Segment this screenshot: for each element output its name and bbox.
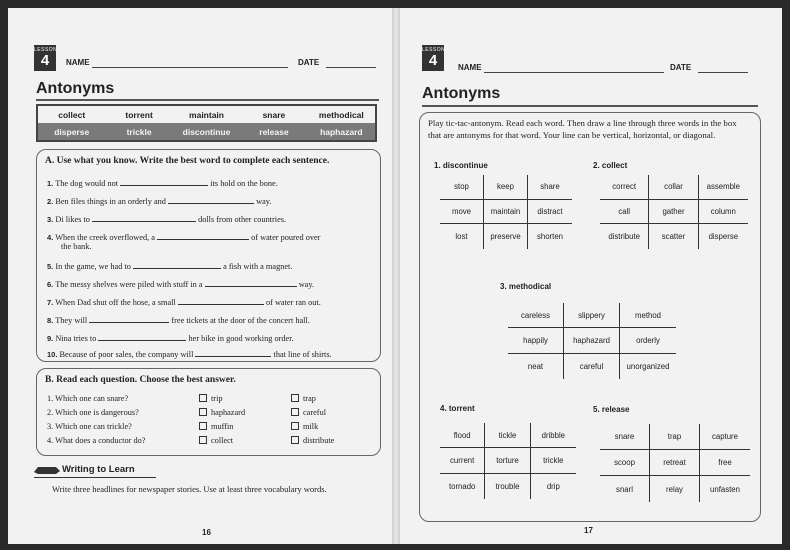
grid-cell[interactable]: current [440,448,485,473]
grid-cell[interactable]: distribute [600,224,649,249]
name-label: NAME [66,58,90,67]
checkbox[interactable] [199,436,207,444]
grid-cell[interactable]: unfasten [710,484,740,494]
grid-cell[interactable]: preserve [484,224,528,249]
answer-blank[interactable] [89,314,169,323]
choice[interactable]: distribute [291,436,334,445]
sentence-1: 1. The dog would not its hold on the bone. [47,179,278,188]
left-page [8,8,392,544]
writing-heading: Writing to Learn [62,464,135,475]
lesson-label: LESSON [422,47,446,53]
grid-cell[interactable]: slippery [564,303,620,328]
grid-cell[interactable]: maintain [484,200,528,225]
word: discontinue [182,126,231,137]
sentence-10: 10. Because of poor sales, the company will that line of shirts. [47,350,332,359]
workbook-spread [8,8,782,544]
grid-cell[interactable]: flood [440,423,485,448]
choice[interactable]: trap [291,394,316,403]
grid-cell[interactable]: free [700,450,750,476]
answer-blank[interactable] [195,348,271,357]
grid-cell[interactable]: move [440,200,484,225]
grid-cell[interactable]: tickle [485,423,530,448]
question-4: 4. What does a conductor do? [47,436,146,445]
checkbox[interactable] [291,394,299,402]
grid-cell[interactable]: lost [440,224,484,249]
word: haphazard [320,126,363,137]
sentence-9: 9. Nina tries to her bike in good working order. [47,334,294,343]
lesson-badge [422,45,444,71]
word-box [36,104,377,142]
grid-cell[interactable]: share [528,175,572,200]
lesson-number: 4 [428,52,438,69]
answer-blank[interactable] [205,278,297,287]
lesson-label: LESSON [34,47,58,53]
sentence-5: 5. In the game, we had to a fish with a magnet. [47,262,293,271]
sentence-3: 3. Di likes to dolls from other countries. [47,215,287,224]
word: snare [262,109,286,120]
grid-cell[interactable]: trap [650,424,700,450]
writing-rule [34,477,156,478]
grid-cell[interactable]: dribble [531,423,576,448]
grid-cell[interactable]: snare [600,424,650,450]
page-title: Antonyms [36,80,115,97]
grid-cell[interactable]: orderly [620,328,676,353]
question-2: 2. Which one is dangerous? [47,408,139,417]
page-title: Antonyms [422,85,501,102]
grid-cell[interactable]: gather [649,200,698,225]
grid-cell[interactable]: capture [700,424,750,450]
word: collect [58,109,86,120]
answer-blank[interactable] [168,195,254,204]
checkbox[interactable] [199,408,207,416]
grid-cell[interactable]: stop [440,175,484,200]
book-gutter [392,8,400,544]
grid-4-label: 4. torrent [440,404,475,413]
pencil-icon [34,463,60,475]
word: disperse [54,126,90,137]
choice[interactable]: trip [199,394,223,403]
instructions: Play tic-tac-antonym. Read each word. Then draw a line through three words in the box that are antonyms for that word. Your line can be vertical, horizontal, or diagonal. [428,118,737,140]
date-label: DATE [298,58,320,67]
grid-cell[interactable]: haphazard [564,328,620,353]
name-label: NAME [458,63,482,72]
title-rule [422,105,758,107]
date-field[interactable] [698,72,748,73]
grid-cell[interactable]: scoop [600,450,650,476]
grid-cell[interactable]: retreat [650,450,700,476]
grid-cell[interactable]: keep [484,175,528,200]
choice[interactable]: milk [291,422,318,431]
sentence-8: 8. They will free tickets at the door of the concert hall. [47,316,310,325]
tic-tac-grid-1[interactable] [440,175,572,249]
word-row-2 [38,123,375,140]
grid-cell[interactable]: careless [508,303,564,328]
answer-blank[interactable] [92,213,196,222]
tic-tac-grid-2[interactable] [600,175,748,249]
choice[interactable]: muffin [199,422,233,431]
grid-cell[interactable]: distract [528,200,572,225]
checkbox[interactable] [199,394,207,402]
grid-cell[interactable]: relay [650,476,700,502]
answer-blank[interactable] [120,177,208,186]
grid-5-label: 5. release [593,405,630,414]
grid-3-label: 3. methodical [500,282,552,291]
answer-blank[interactable] [157,231,249,240]
grid-cell[interactable]: unorganized [626,361,670,371]
question-1: 1. Which one can snare? [47,394,129,403]
writing-text: Write three headlines for newspaper stories. Use at least three vocabulary words. [52,484,327,494]
answer-blank[interactable] [98,332,186,341]
tic-tac-grid-3[interactable] [508,303,676,379]
grid-cell[interactable]: call [600,200,649,225]
checkbox[interactable] [199,422,207,430]
grid-cell[interactable]: scatter [649,224,698,249]
name-field[interactable] [92,67,288,68]
tic-tac-grid-5[interactable] [600,424,750,502]
date-field[interactable] [326,67,376,68]
grid-cell[interactable]: snarl [600,476,650,502]
grid-2-label: 2. collect [593,161,628,170]
checkbox[interactable] [291,408,299,416]
grid-cell[interactable]: trickle [531,448,576,473]
grid-1-label: 1. discontinue [434,161,488,170]
lesson-number: 4 [40,52,50,69]
grid-cell[interactable]: torture [485,448,530,473]
word: trickle [126,126,152,137]
tic-tac-grid-4[interactable] [440,423,576,499]
grid-cell[interactable]: neat [508,354,564,379]
grid-cell[interactable]: disperse [708,232,739,242]
section-b [36,368,381,456]
word: methodical [318,109,364,120]
grid-cell[interactable]: collar [649,175,698,200]
answer-blank[interactable] [178,296,264,305]
grid-cell[interactable]: correct [600,175,649,200]
date-label: DATE [670,63,692,72]
grid-cell[interactable]: tornado [440,474,485,499]
word: maintain [189,109,224,120]
title-rule [36,99,379,101]
word-row-1 [38,106,375,123]
grid-cell[interactable]: assemble [699,175,748,200]
grid-cell[interactable]: column [699,200,748,225]
grid-cell[interactable]: careful [564,354,620,379]
word: release [259,126,289,137]
section-a-heading: A. Use what you know. Write the best word to complete each sentence. [45,156,330,166]
word: torrent [125,109,153,120]
sentence-6: 6. The messy shelves were piled with stuff in a way. [47,280,315,289]
section-b-heading: B. Read each question. Choose the best answer. [45,375,236,385]
checkbox[interactable] [291,422,299,430]
sentence-7: 7. When Dad shut off the hose, a small of water ran out. [47,298,321,307]
grid-cell[interactable]: method [620,303,676,328]
checkbox[interactable] [291,436,299,444]
grid-cell[interactable]: trouble [485,474,530,499]
grid-cell[interactable]: happily [508,328,564,353]
grid-cell[interactable]: drip [546,481,560,491]
sentence-4: 4. When the creek overflowed, a of water poured over [47,233,321,242]
question-3: 3. Which one can trickle? [47,422,132,431]
lesson-badge [34,45,56,71]
sentence-4-line-2: the bank. [61,242,92,251]
name-field[interactable] [484,72,664,73]
choice[interactable]: haphazard [199,408,245,417]
section-a [36,149,381,362]
answer-blank[interactable] [133,260,221,269]
page-number: 16 [202,528,211,537]
choice[interactable]: collect [199,436,233,445]
grid-cell[interactable]: shorten [536,232,563,242]
page-number: 17 [584,526,593,535]
sentence-2: 2. Ben files things in an orderly and way. [47,197,272,206]
choice[interactable]: careful [291,408,326,417]
